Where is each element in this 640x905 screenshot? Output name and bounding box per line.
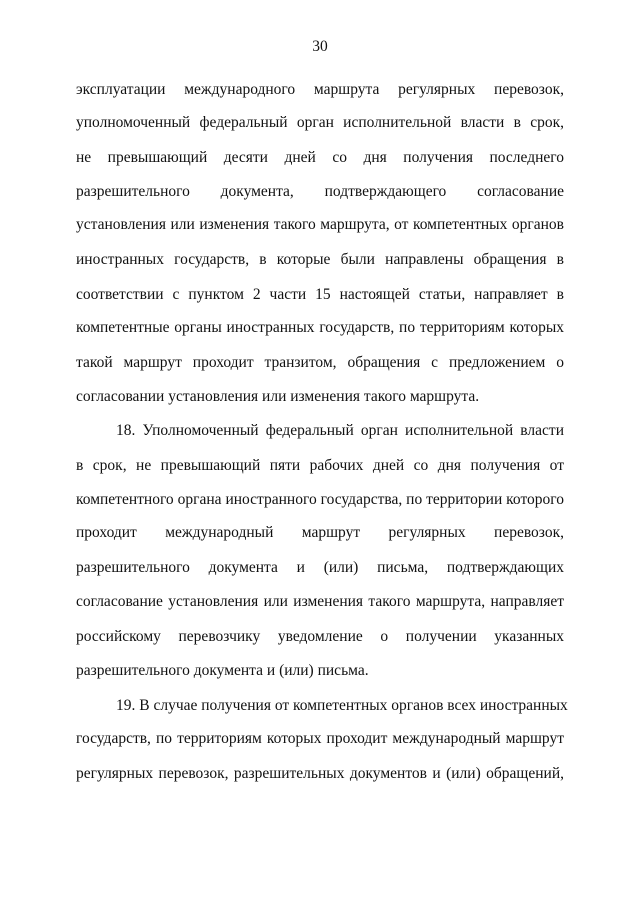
text-line: 18. Уполномоченный федеральный орган исполнительной власти (116, 422, 564, 439)
text-line: эксплуатации международного маршрута регулярных перевозок, (76, 81, 564, 98)
text-line: разрешительного документа, подтверждающего согласование (76, 183, 564, 200)
text-line: установления или изменения такого маршрута, от компетентных органов (76, 216, 564, 233)
text-line: регулярных перевозок, разрешительных документов и (или) обращений, (76, 765, 564, 782)
text-line: не превышающий десяти дней со дня получения последнего (76, 149, 564, 166)
text-line: согласование установления или изменения такого маршрута, направляет (76, 593, 564, 610)
text-line: 19. В случае получения от компетентных органов всех иностранных (116, 697, 568, 714)
text-line: в срок, не превышающий пяти рабочих дней со дня получения от (76, 457, 564, 474)
text-line: соответствии с пунктом 2 части 15 настоящей статьи, направляет в (76, 286, 564, 303)
text-line: государств, по территориям которых проходит международный маршрут (76, 730, 564, 747)
text-line: проходит международный маршрут регулярных перевозок, (76, 524, 564, 541)
text-line: российскому перевозчику уведомление о получении указанных (76, 628, 564, 645)
page-number: 30 (312, 38, 328, 55)
text-line: такой маршрут проходит транзитом, обращения с предложением о (76, 354, 564, 371)
text-line: согласовании установления или изменения такого маршрута. (76, 388, 480, 405)
text-line: компетентного органа иностранного государства, по территории которого (76, 491, 564, 508)
text-line: разрешительного документа и (или) письма, подтверждающих (76, 559, 564, 576)
text-line: разрешительного документа и (или) письма. (76, 662, 369, 679)
text-line: уполномоченный федеральный орган исполнительной власти в срок, (76, 114, 564, 131)
text-line: компетентные органы иностранных государств, по территориям которых (76, 319, 564, 336)
text-line: иностранных государств, в которые были направлены обращения в (76, 251, 564, 268)
